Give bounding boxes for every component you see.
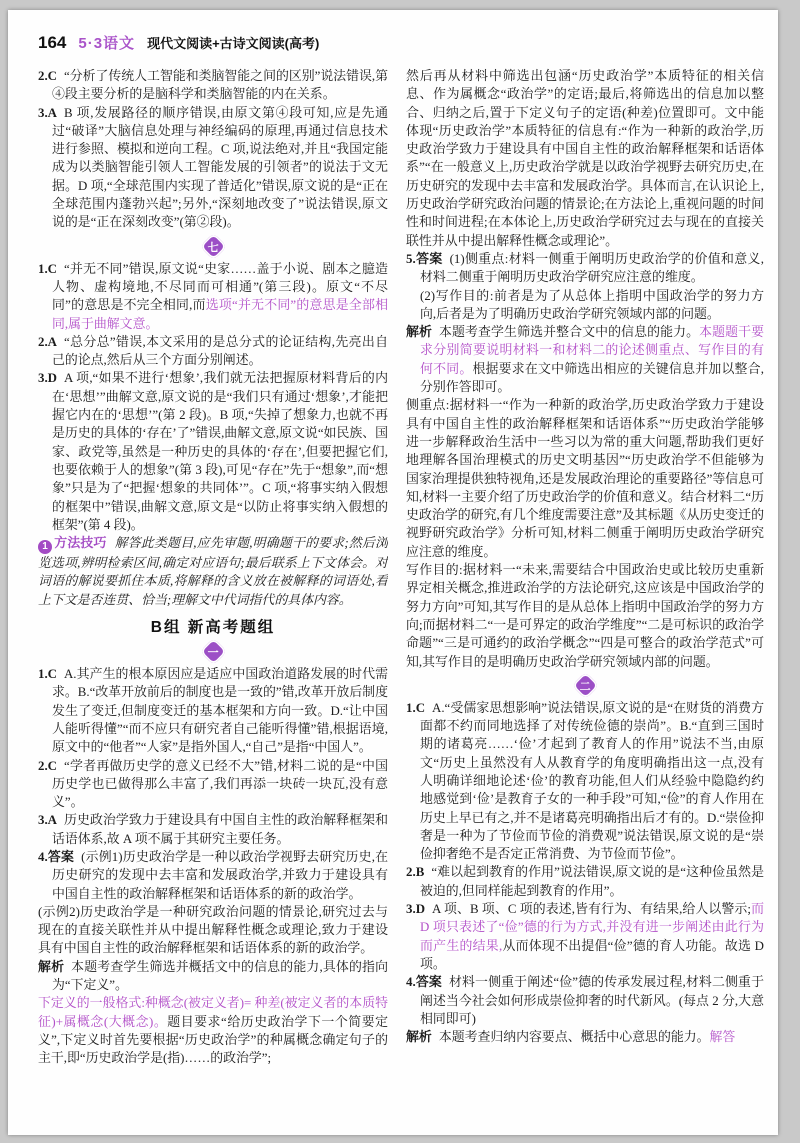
sub-paragraph — [406, 287, 764, 324]
answer-item — [38, 104, 388, 232]
body-text: A.其产生的根本原因应是适应中国政治道路发展的时代需求。B.“改革开放前后的制度也是一致的”错,改革开放后制度发生了变迁,但制度变迁的基本框架和方向一致。D.“让中国人能听得懂”“而不应只有研究者自己能听得懂”错,根据语境,原文中的“他者”“人家”是指外国人,“自己”是指“中国人”。 — [52, 667, 389, 755]
answer-item — [38, 757, 388, 812]
body-text: 本题考查归纳内容要点、概括中心意思的能力。 — [438, 1030, 710, 1045]
answer-label: 2.C — [38, 758, 57, 773]
page-number: 164 — [38, 33, 67, 52]
answer-item — [406, 900, 764, 973]
answer-item — [406, 863, 764, 900]
section-diamond-icon — [200, 233, 227, 260]
body-text: A.“受儒家思想影响”说法错误,原文说的是“在财货的消费方面都不约而同地选择了对传统俭德的崇尚”。B.“直到三国时期的诸葛亮……‘俭’才起到了教育人的作用”说法不当,由原文“历史上虽然没有人从教育学的角度明确指出这一点,没有人明确详细地论述‘俭’的教育功能,但人们从经验中隐隐约约地感觉到‘俭’是教育子女的一种手段”可知,“俭”的育人作用在历史上早已有之,并不是诸葛亮明确指出后才有的。D.“崇俭抑奢是一种为了节俭而节俭的消费观”说法错误,原文说的是“崇俭抑奢绝不是否定正常消费、为节俭而节俭”。 — [420, 700, 764, 862]
body-text: 根据要求在文中筛选出相应的关键信息并加以整合,分别作答即可。 — [420, 361, 764, 395]
highlighted-text: 而 D 项只表述了“俭”德的行为方式,并没有进一步阐述由此行为而产生的结果, — [420, 902, 764, 953]
method-tip-icon: 1 — [38, 540, 52, 554]
body-text: “并无不同”错误,原文说“史家……盖于小说、剧本之臆造人物、虚构境地,不尽同而可相通”(第三段)。原文“不尽同”的意思是不完全相同,而 — [52, 261, 389, 313]
answer-item — [406, 973, 764, 1028]
body-text: B 项,发展路径的顺序错误,由原文第④段可知,应是先通过“破译”大脑信息处理与神经编码的原理,再通过信息技术进行参照、模拟和逆向工程。C 项,说法绝对,并且“我国定能成为以类脑智能引领人工智能发展的引领者”的说法于文无据。D 项,“全球范围内实现了普适化”错误,原文说的是“正在全球范围内蓬勃兴起”;另外,“深刻地改变了”说法错误,原文说的是“正在深刻改变”(第②段)。 — [52, 105, 389, 230]
body-text: 从而体现不出提倡“俭”德的育人功能。故选 D 项。 — [420, 938, 764, 971]
book-page — [8, 10, 778, 1135]
body-text: 本题考查学生筛选并整合文中的信息的能力。 — [439, 325, 700, 340]
answer-label: 2.B — [406, 865, 425, 880]
book-subtitle: 现代文阅读+古诗文阅读(高考) — [147, 36, 320, 51]
answer-label: 3.A — [38, 813, 57, 828]
answer-label: 2.C — [38, 69, 57, 83]
body-text: 材料一侧重于阐述“俭”德的传承发展过程,材料二侧重于阐述当今社会如何形成崇俭抑奢的时代新风。(每点 2 分,大意相同即可) — [420, 975, 764, 1026]
answer-label: 2.A — [38, 334, 57, 349]
answer-item — [38, 958, 388, 995]
answer-item — [406, 699, 764, 864]
answer-label: 3.A — [38, 105, 57, 120]
section-diamond-icon — [572, 672, 599, 699]
section-diamond-icon — [200, 638, 227, 665]
body-text: “难以起到教育的作用”说法错误,原文说的是“这种俭虽然是被迫的,但同样能起到教育的作用”。 — [420, 865, 764, 898]
answer-label: 解析 — [406, 325, 433, 340]
answer-item — [38, 811, 388, 848]
body-text: 然后再从材料中筛选出包涵“历史政治学”本质特征的相关信息、作为属概念“政治学”的定语;最后,将筛选出的信息加以整合、归纳之后,置于下定义句子的定语(种差)位置即可。文中能体现“历史政治学”本质特征的信息有:“作为一种新的政治学,历史政治学致力于建设具有中国自主性的政治解释框架和话语体系”“在一般意义上,历史政治学就是以政治学视野去研究历史,在历史研究的发现中去丰富和发展政治学。具体而言,在认识论上,历史政治学研究政治问题的情景论;在方法论上,重视问题的时间性和时间进程;在本体论上,历史政治学研究过去与现在的直接关联性并从中提出解释性概念或理论”。 — [406, 69, 764, 248]
sub-paragraph — [38, 903, 388, 958]
answer-label: 4.答案 — [406, 975, 442, 990]
section-number: 二 — [579, 680, 591, 693]
body-text: 写作目的:据材料一“未来,需要结合中国政治史或比较历史重新界定相关概念,推进政治学的方法论研究,这应该是中国政治学的努力方向”可知,其写作目的是从总体上指明中国政治学的努力方向;而据材料二“一是可界定的政治学维度”“二是可标识的政治学命题”“三是可通约的政治学概念”“四是可整合的政治学范式”可知,其写作目的是明确历史政治学研究领域内部的问题。 — [406, 563, 764, 669]
answer-item — [38, 848, 388, 903]
answer-label: 解析 — [38, 959, 65, 974]
brand-logo: 5·3语文 — [78, 35, 136, 52]
answer-item — [38, 369, 388, 534]
answer-item — [406, 323, 764, 396]
content-columns — [8, 53, 778, 1115]
answer-item — [406, 250, 764, 287]
body-text: 侧重点:据材料一“作为一种新的政治学,历史政治学致力于建设具有中国自主性的政治解释框架和话语体系”“历史政治学能够进一步解释政治生活中一些习以为常的重大问题,帮助我们更好地理解各国治理模式的历史文明基因”“历史政治学不但能够为国家治理提供独特视角,还是发展政治理论的重要路径”等信息可知,材料一主要介绍了历史政治学的价值和意义。结合材料二“历史政治学的研究,有几个维度需要注意”及其标题《从历史变迁的视野研究政治学》分析可知,材料二侧重于阐明历史政治学研究应注意的维度。 — [406, 398, 764, 559]
answer-label: 1.C — [38, 667, 57, 682]
group-header: B组 新高考题组 — [150, 619, 276, 637]
body-text: “学者再做历史学的意义已经不大”错,材料二说的是“中国历史学也已做得那么丰富了,我们再添一块砖一块瓦,没有意义”。 — [52, 758, 389, 810]
body-text: 解答此类题目,应先审题,明确题干的要求;然后浏览选项,辨明检索区间,确定对应语句;最后联系上下文体会。对词语的解说要抓住本质,将解释的含义放在被解释的词语处,看上下文是否连贯、恰当;理解文中代词指代的具体内容。 — [38, 536, 389, 607]
body-text: “总分总”错误,本文采用的是总分式的论证结构,先亮出自己的论点,然后从三个方面分别阐述。 — [52, 334, 389, 368]
answer-label: 1.C — [38, 261, 57, 276]
body-text: 历史政治学致力于建设具有中国自主性的政治解释框架和话语体系,故 A 项不属于其研究主要任务。 — [52, 813, 389, 846]
body-text: (2)写作目的:前者是为了从总体上指明中国政治学的努力方向,后者是为了明确历史政治学研究领域内部的问题。 — [420, 288, 764, 321]
highlighted-text: 下定义的一般格式:种概念(被定义者)= 种差(被定义者的本质特征)+属概念(大概念)。 — [38, 996, 389, 1029]
answer-item — [38, 333, 388, 370]
section-marker — [406, 676, 764, 695]
body-text: A 项,“如果不进行‘想象’,我们就无法把握原材料背后的内在‘思想’”曲解文意,原文说的是“我们只有通过‘想象’,才能把握它内在的‘思想’”(第 2 段)。B 项,“失掉了想象力,也就不再是历史的具体的‘存在’了”错误,曲解文意,原文说“如民族、国家、政党等,虽然是一种历史的具体的‘存在’,但要把握它们,也要依赖于人的想象”(第 3 段),可见“存在”先于“想象”,而“想象”只是为了“把握‘想象的共同体’”。C 项,“将事实纳入假想的框架中”错误,曲解文意,原文是“以防止将事实纳入假想的框架”(第 4 段)。 — [52, 371, 389, 532]
page-header — [8, 10, 778, 53]
section-number: 一 — [207, 646, 219, 659]
highlighted-text: 解答 — [709, 1030, 736, 1045]
section-marker — [38, 237, 388, 256]
answer-item — [38, 67, 388, 104]
sub-paragraph — [406, 561, 764, 671]
answer-item — [38, 665, 388, 756]
body-text: (示例1)历史政治学是一种以政治学视野去研究历史,在历史研究的发现中去丰富和发展政治学,并致力于建设具有中国自主性的政治解释框架和话语体系的新的政治学。 — [52, 849, 389, 901]
left-column — [38, 67, 388, 1115]
sub-paragraph — [38, 994, 388, 1067]
body-text: 本题考查学生筛选并概括文中的信息的能力,具体的指向为“下定义”。 — [52, 959, 389, 993]
answer-label: 3.D — [406, 902, 426, 917]
sub-paragraph — [406, 396, 764, 561]
section-number: 七 — [207, 241, 219, 254]
body-text: “分析了传统人工智能和类脑智能之间的区别”说法错误,第④段主要分析的是脑科学和类脑智能的内在关系。 — [52, 69, 389, 102]
body-text: A 项、B 项、C 项的表述,皆有行为、有结果,给人以警示; — [432, 902, 751, 917]
body-text: (示例2)历史政治学是一种研究政治问题的情景论,研究过去与现在的直接关联性并从中提出解释性概念或理论,致力于建设具有中国自主性的政治解释框架和话语体系的新的政治学。 — [38, 904, 389, 956]
sub-paragraph — [406, 67, 764, 250]
body-text: 题目要求“给历史政治学下一个简要定义”,下定义时首先要根据“历史政治学”的种属概念确定句子的主干,即“历史政治学是(指)……的政治学”; — [38, 1014, 389, 1066]
highlighted-text: 本题题干要求分别简要说明材料一和材料二的论述侧重点、写作目的有何不同。 — [420, 325, 764, 376]
right-column — [406, 67, 764, 1115]
answer-label: 4.答案 — [38, 849, 75, 864]
section-marker — [38, 642, 388, 661]
answer-label: 解析 — [406, 1030, 432, 1045]
answer-label: 1.C — [406, 700, 426, 715]
answer-label: 3.D — [38, 371, 57, 386]
answer-label: 5.答案 — [406, 251, 443, 266]
answer-item — [406, 1028, 764, 1046]
method-tip-label: 方法技巧 — [54, 535, 107, 551]
body-text: (1)侧重点:材料一侧重于阐明历史政治学的价值和意义,材料二侧重于阐明历史政治学研究应注意的维度。 — [420, 251, 764, 285]
answer-item — [38, 260, 388, 333]
method-tip — [38, 534, 388, 609]
highlighted-text: 选项“并无不同”的意思是全部相同,属于曲解文意。 — [52, 298, 389, 331]
